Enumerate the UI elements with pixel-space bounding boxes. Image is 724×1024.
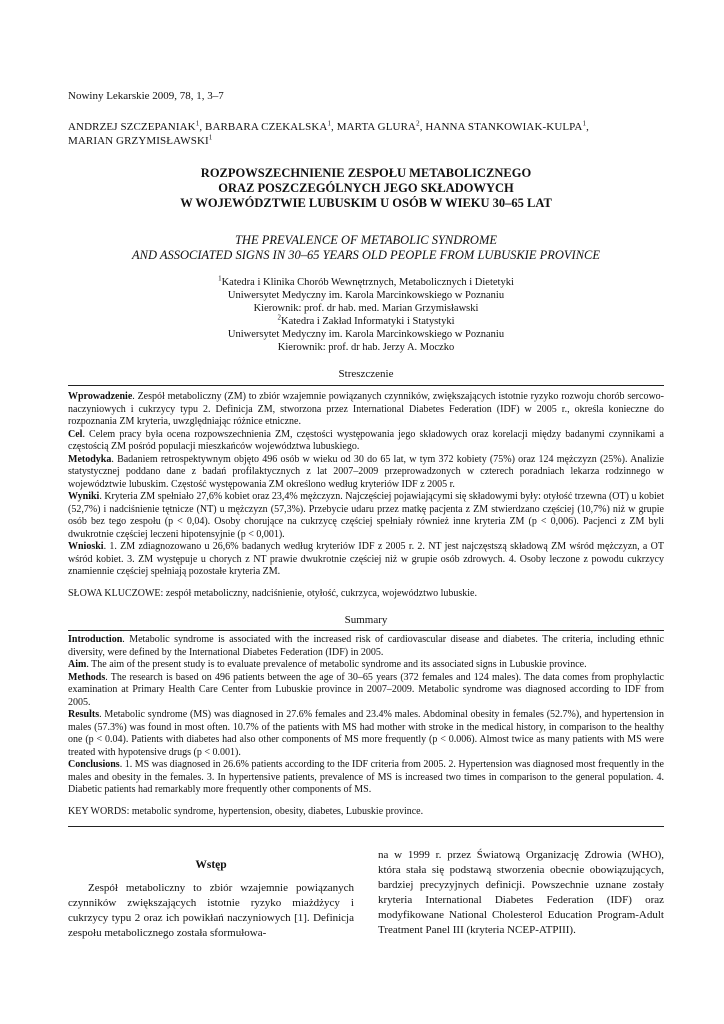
title-line: ROZPOWSZECHNIENIE ZESPOŁU METABOLICZNEGO (200, 166, 532, 180)
affiliation-line: Kierownik: prof. dr hab. Jerzy A. Moczko (277, 342, 455, 353)
title-line: THE PREVALENCE OF METABOLIC SYNDROME (234, 233, 498, 247)
affiliations (68, 276, 664, 354)
abstract-paragraph: Conclusions. 1. MS was diagnosed in 26.6% patients according to the IDF criteria from 2005. 2. Hypertension was diagnosed most frequently in the males and obesity in the females. 3. In hypertensive patients, prevalence of MS is increased two times in comparison to the general population. 4. Diabetic patients had remarkably more frequently other components of MS. (68, 759, 664, 795)
affiliation-line: $^1$Katedra i Klinika Chorób Wewnętrznych, Metabolicznych i Dietetyki (218, 274, 514, 288)
abstract-paragraph: Wprowadzenie. Zespół metaboliczny (ZM) to zbiór wzajemnie powiązanych czynników, zwiększających istotnie ryzyko rozwoju chorób sercowo-naczyniowych i cukrzycy typu 2. Definicja ZM, stworzona przez International Diabetes Federation (IDF) w 2005 r., określa konieczne do rozpoznania ZM kryteria, uwzględniając różnice etniczne. (68, 391, 664, 427)
title-line: W WOJEWÓDZTWIE LUBUSKIM U OSÓB W WIEKU 30–65 LAT (180, 196, 552, 210)
abstract-paragraph: Aim. The aim of the present study is to evaluate prevalence of metabolic syndrome and its associated signs in Lubuskie province. (68, 659, 587, 670)
abstract-paragraph: Metodyka. Badaniem retrospektywnym objęto 496 osób w wieku od 30 do 65 lat, w tym 372 kobiety (75%) oraz 124 mężczyzn (25%). Analizie statystycznej poddano dane z badań profilaktycznych z lat 2007–2009 przeprowadzonych w czterech poradniach lekarza rodzinnego w województwie lubuskim. Częstość występowania ZM określono według kryteriów IDF z 2005 r. (68, 453, 664, 490)
author: BARBARA CZEKALSKA$^1$, (205, 119, 337, 133)
affiliation-line: Kierownik: prof. dr hab. med. Marian Grzymisławski (253, 303, 479, 314)
divider (68, 826, 664, 827)
abstract-paragraph: Wyniki. Kryteria ZM spełniało 27,6% kobiet oraz 23,4% mężczyzn. Najczęściej pojawiającymi się składowymi były: otyłość trzewna (OT) u kobiet (52,7%) i nadciśnienie tętnicze (NT) u mężczyzn (57,3%). Przebycie udaru przez matkę pacjenta z ZM stwierdzano częściej (10,7%) niż w grupie osób bez tego zespołu (p < 0,04). Osoby chorujące na cukrzycę częściej spełniały również inne kryteria ZM (p < 0,006). Pacjenci z ZM byli dwukrotnie częściej leczeni hipotensyjnie (p < 0,001). (68, 491, 664, 540)
keywords-english: KEY WORDS: metabolic syndrome, hypertension, obesity, diabetes, Lubuskie province. (68, 806, 424, 817)
abstract-english (68, 634, 664, 797)
author: MARTA GLURA$^2$, (336, 119, 426, 133)
streszczenie-heading: Streszczenie (338, 368, 394, 380)
abstract-paragraph: Wnioski. 1. ZM zdiagnozowano u 26,6% badanych według kryteriów IDF z 2005 r. 2. NT jest najczęstszą składową ZM wśród mężczyzn, a OT wśród kobiet. 3. ZM występuje u chorych z NT prawie dwukrotnie częściej niż w grupie osób zdrowych. 4. Osoby leczone z powodu cukrzycy znamiennie częściej spełniają pozostałe kryteria ZM. (68, 541, 664, 577)
title-line: ORAZ POSZCZEGÓLNYCH JEGO SKŁADOWYCH (218, 181, 514, 195)
journal-citation: Nowiny Lekarskie 2009, 78, 1, 3–7 (68, 90, 224, 102)
abstract-paragraph: Cel. Celem pracy była ocena rozpowszechnienia ZM, częstości występowania jego składowych oraz korelacji między badanymi czynnikami a częstością ZM pośród populacji mieszkańców województwa lubuskiego. (68, 428, 664, 452)
author: HANNA STANKOWIAK-KULPA$^1$, (425, 119, 589, 133)
affiliation-line: Uniwersytet Medyczny im. Karola Marcinkowskiego w Poznaniu (227, 329, 505, 340)
abstract-paragraph: Methods. The research is based on 496 patients between the age of 30–65 years (372 females and 124 males). The data comes from prophylactic examination at Primary Health Care Center from Lubuskie province in 2007–2009. Metabolic syndrome was diagnosed according to IDF from 2005. (68, 671, 664, 708)
divider (68, 385, 664, 386)
abstract-paragraph: Results. Metabolic syndrome (MS) was diagnosed in 27.6% females and 23.4% males. Abdominal obesity in females (52.7%), and hypertension in males (57.3%) was found in most often. 10.7% of the patients with MS had mother with stroke in the medical history, in comparison to the healthy one (p < 0.04). Patients with diabetes had also other components of MS more frequently (p < 0.006). Almost twice as many patients with MS were treated with hypotensive drugs (p < 0.001). (68, 709, 664, 758)
affiliation-line: $^2$Katedra i Zakład Informatyki i Statystyki (277, 313, 455, 327)
title-line: AND ASSOCIATED SIGNS IN 30–65 YEARS OLD PEOPLE FROM LUBUSKIE PROVINCE (131, 248, 601, 262)
body-column-right (378, 848, 664, 938)
author-list (68, 120, 664, 148)
author: ANDRZEJ SZCZEPANIAK$^1$, (68, 119, 206, 133)
keywords-polish: SŁOWA KLUCZOWE: zespół metaboliczny, nadciśnienie, otyłość, cukrzyca, województwo lubuskie. (68, 588, 477, 599)
abstract-polish (68, 391, 664, 579)
divider (68, 630, 664, 631)
title-english (68, 233, 664, 263)
section-heading-wstep: Wstęp (195, 859, 227, 871)
body-paragraph: na w 1999 r. przez Światową Organizację Zdrowia (WHO), która stała się podstawą stworzenia obecnie obowiązujących, bardziej precyzyjnych definicji. Powszechnie uznane zostały kryteria International Diabetes Federation (IDF) oraz modyfikowane National Cholesterol Education Program-Adult Treatment Panel III (kryteria NCEP-ATPIII). (378, 849, 664, 936)
affiliation-line: Uniwersytet Medyczny im. Karola Marcinkowskiego w Poznaniu (227, 290, 505, 301)
body-paragraph: Zespół metaboliczny to zbiór wzajemnie powiązanych czynników zwiększających istotnie ryzyko miażdżycy i cukrzycy typu 2 oraz ich powikłań naczyniowych [1]. Definicja zespołu metabolicznego została sformułowa- (68, 882, 354, 939)
author: MARIAN GRZYMISŁAWSKI$^1$ (68, 133, 213, 147)
body-column-left (68, 848, 354, 941)
abstract-paragraph: Introduction. Metabolic syndrome is associated with the increased risk of cardiovascular disease and diabetes. The criteria, including ethnic diversity, were defined by the International Diabetes Federation (IDF) in 2005. (68, 634, 664, 658)
title-polish (68, 166, 664, 211)
summary-heading: Summary (344, 614, 388, 626)
